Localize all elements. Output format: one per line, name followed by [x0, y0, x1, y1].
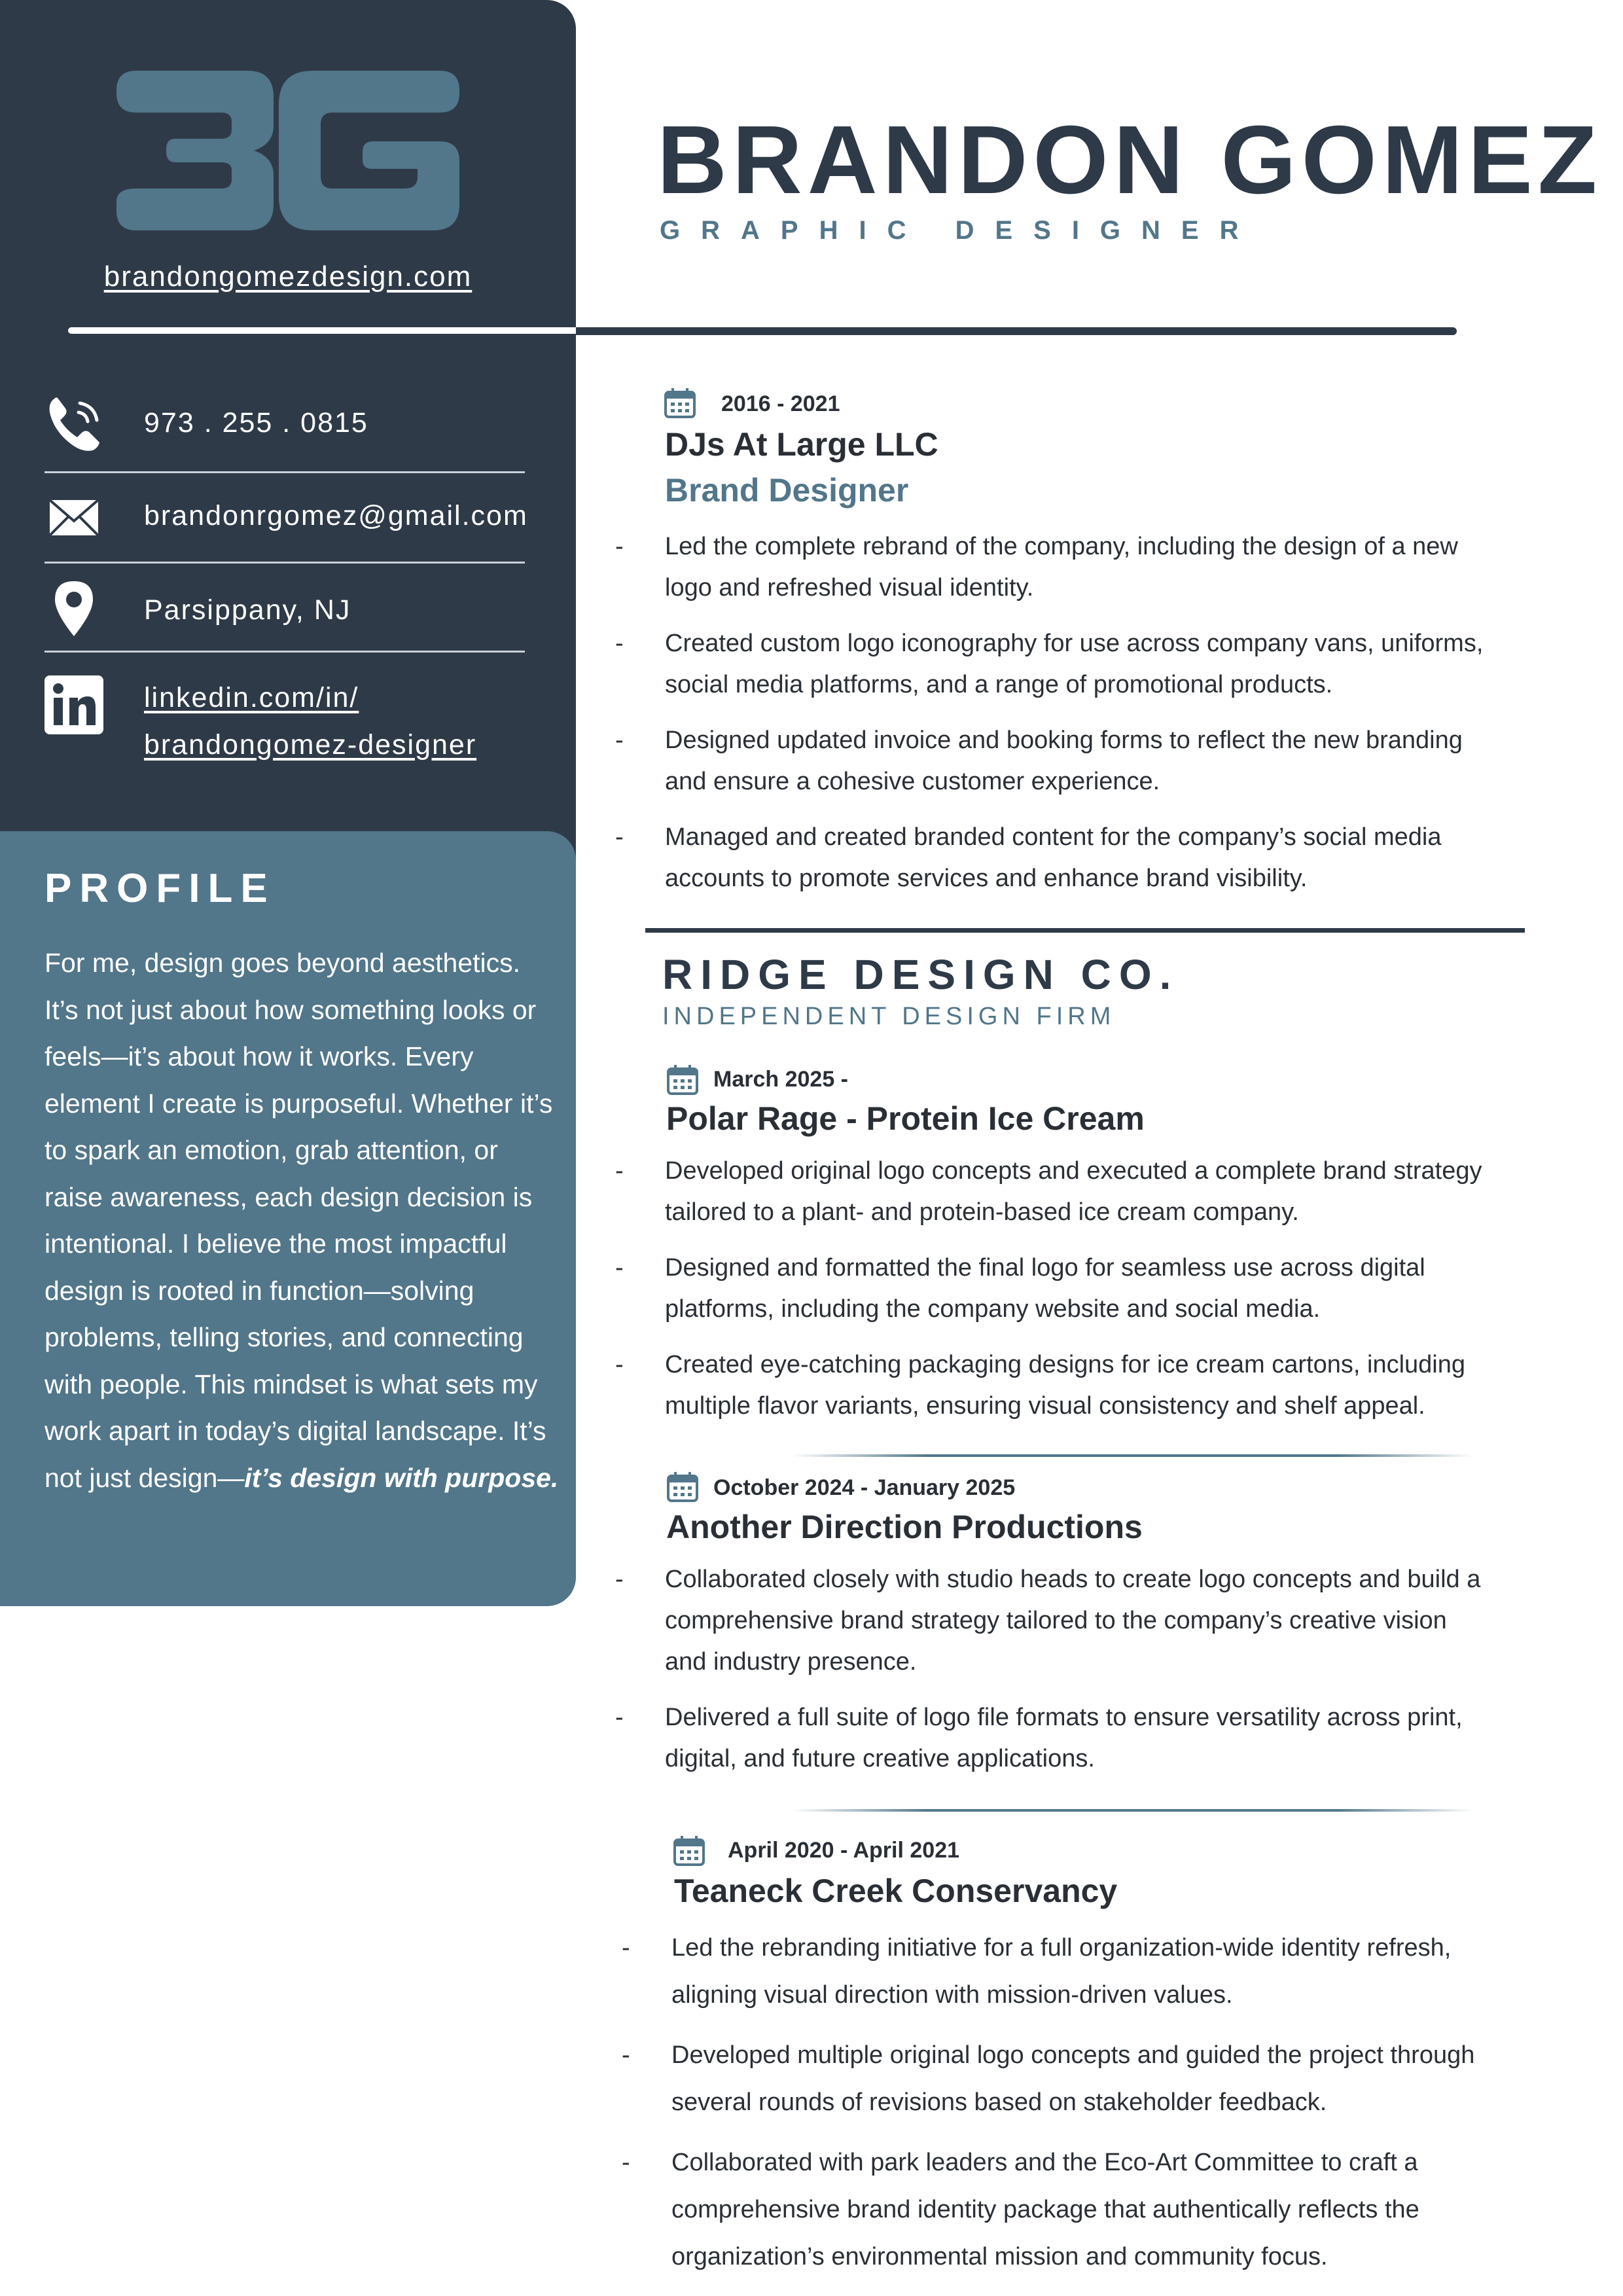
profile-body: For me, design goes beyond aesthetics. It’s not just about how something looks or feels—it’s about how it works. Every element I create is purposeful. Whether it’s to spark an emotion, grab attention, or raise awareness, each design decision is intentional. I believe the most impactful design is rooted in function—solving problems, telling stories, and connecting with people. This mindset is what sets my work apart in today’s digital landscape. It’s not just design—: [45, 948, 553, 1493]
contact-linkedin-line2[interactable]: brandongomez-designer: [144, 729, 477, 761]
calendar-icon: [664, 387, 696, 419]
header-rule-dark: [576, 327, 1457, 335]
list-item: - Developed multiple original logo concepts and guided the project through several rounds of revisions based on stakeholder feedback.: [622, 2032, 1499, 2126]
firm-subtitle: INDEPENDENT DESIGN FIRM: [662, 1003, 1116, 1030]
mail-icon: [45, 488, 103, 547]
project-bullets: [622, 1924, 1499, 2293]
list-item: - Led the complete rebrand of the company, including the design of a new logo and refreshed visual identity.: [615, 526, 1492, 609]
project-date: April 2020 - April 2021: [728, 1838, 960, 1863]
calendar-icon: [666, 1064, 699, 1096]
list-item: - Designed updated invoice and booking forms to reflect the new branding and ensure a cohesive customer experience.: [615, 720, 1492, 802]
project-client: Teaneck Creek Conservancy: [674, 1873, 1118, 1909]
website-link[interactable]: brandongomezdesign.com: [103, 260, 473, 293]
list-item: - Designed and formatted the final logo for seamless use across digital platforms, including the company website and social media.: [615, 1247, 1492, 1330]
experience-bullets: [615, 526, 1492, 914]
project-client: Another Direction Productions: [666, 1509, 1143, 1545]
project-divider: [792, 1809, 1472, 1812]
profile-text: [45, 940, 562, 1501]
header-rule-light: [68, 327, 576, 334]
contact-location: Parsippany, NJ: [144, 594, 351, 626]
calendar-icon: [666, 1471, 699, 1503]
experience-date: 2016 - 2021: [721, 391, 840, 416]
section-divider: [645, 928, 1525, 933]
project-date: March 2025 -: [713, 1067, 848, 1092]
list-item: - Developed original logo concepts and executed a complete brand strategy tailored to a plant- and protein-based ice cream company.: [615, 1151, 1492, 1233]
profile-heading: PROFILE: [45, 866, 276, 911]
list-item: - Collaborated closely with studio heads to create logo concepts and build a comprehensive brand strategy tailored to the company’s creative vision and industry presence.: [615, 1559, 1492, 1683]
project-bullets: [615, 1559, 1492, 1794]
candidate-role: GRAPHIC DESIGNER: [660, 216, 1260, 245]
location-pin-icon: [45, 579, 103, 637]
contact-divider: [45, 562, 525, 564]
profile-emphasis: it’s design with purpose.: [244, 1462, 559, 1493]
list-item: - Created custom logo iconography for use across company vans, uniforms, social media platforms, and a range of promotional products.: [615, 623, 1492, 706]
project-bullets: [615, 1151, 1492, 1441]
contact-linkedin-line1[interactable]: linkedin.com/in/: [144, 682, 359, 713]
project-client: Polar Rage - Protein Ice Cream: [666, 1100, 1145, 1137]
experience-company: DJs At Large LLC: [665, 426, 938, 463]
list-item: - Led the rebranding initiative for a full organization-wide identity refresh, aligning visual direction with mission-driven values.: [622, 1924, 1499, 2018]
contact-email[interactable]: brandonrgomez@gmail.com: [144, 500, 528, 531]
list-item: - Managed and created branded content for the company’s social media accounts to promote services and enhance brand visibility.: [615, 817, 1492, 899]
list-item: - Delivered a full suite of logo file formats to ensure versatility across print, digital, and future creative applications.: [615, 1697, 1492, 1780]
candidate-name: BRANDON GOMEZ: [657, 106, 1603, 214]
contact-divider: [45, 471, 525, 473]
list-item: - Created eye-catching packaging designs for ice cream cartons, including multiple flavor variants, ensuring visual consistency and shelf appeal.: [615, 1344, 1492, 1427]
phone-icon: [45, 395, 103, 454]
contact-divider: [45, 651, 525, 653]
bg-monogram-logo: [116, 71, 459, 230]
contact-phone[interactable]: 973 . 255 . 0815: [144, 407, 368, 439]
experience-title: Brand Designer: [665, 472, 909, 509]
firm-name: RIDGE DESIGN CO.: [662, 951, 1179, 998]
project-divider: [792, 1454, 1472, 1457]
list-item: - Collaborated with park leaders and the Eco-Art Committee to craft a comprehensive brand identity package that authentically reflects the organization’s environmental mission and community focus.: [622, 2139, 1499, 2280]
calendar-icon: [673, 1835, 705, 1867]
linkedin-icon: [45, 675, 103, 734]
project-date: October 2024 - January 2025: [713, 1475, 1016, 1500]
